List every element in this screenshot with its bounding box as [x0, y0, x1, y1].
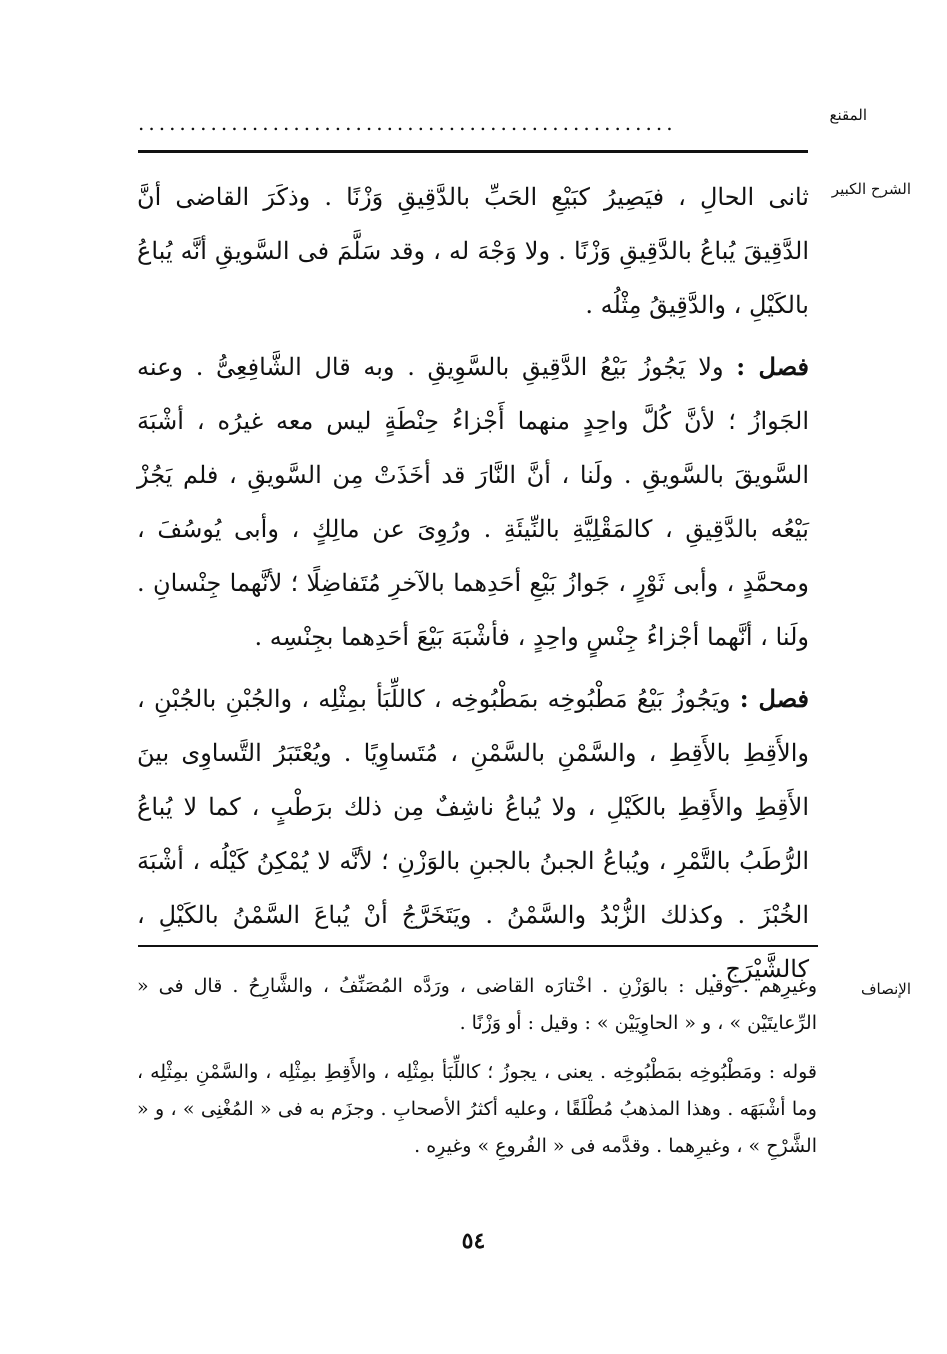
- paragraph-text: ولا يَجُوزُ بَيْعُ الدَّقِيقِ بالسَّوِيقِ . وبه قال الشَّافِعِىُّ . وعنه الجَوازُ ؛ لأنَّ كُلَّ واحِدٍ منهما أَجْزاءُ حِنْطَةٍ ليس معه غيرُه ، أشْبَهَ السَّويقَ بالسَّويقِ . ولَنا ، أنَّ النَّارَ قد أخَذَتْ مِن السَّويقِ ، فلم يَجُزْ بَيْعُه بالدَّقِيقِ ، كالمَقْلِيَّةِ بالنِّيئَةِ . ورُوِىَ عن مالِكٍ ، وأبى يُوسُفَ ، ومحمَّدٍ ، وأبى ثَوْرٍ ، جَوازُ بَيْعِ أحَدِهما بالآخرِ مُتَفاضِلًا ؛ لأنَّهما جِنْسانِ . ولَنا ، أنَّهما أجْزاءُ جِنْسٍ واحِدٍ ، فأشْبَهَ بَيْعَ أحَدِهما بجِنْسِه .: [137, 353, 809, 651]
- sharh-paragraph: [137, 170, 809, 332]
- paragraph-text: ثانى الحالِ ، فيَصِيرُ كبَيْعِ الحَبِّ بالدَّقِيقِ وَزْنًا . وذكَرَ القاضى أنَّ الدَّقِيقَ يُباعُ بالدَّقِيقِ وَزْنًا . ولا وَجْهَ له ، وقد سَلَّمَ فى السَّويقِ أنَّه يُباعُ بالكَيْلِ ، والدَّقِيقُ مِثْلُه .: [137, 183, 809, 319]
- fasl-heading: فصل :: [739, 684, 809, 713]
- header-dotted-leader: ....................................................: [138, 111, 677, 135]
- fasl-heading: فصل :: [736, 352, 809, 381]
- running-header-title: المقنع: [829, 106, 867, 124]
- paragraph-text: ويَجُوزُ بَيْعُ مَطْبُوخِه بمَطْبُوخِه ، كاللِّبَأ بمِثْلِه ، والجُبْنِ بالجُبْنِ ، والأَقِطِ بالأَقِطِ ، والسَّمْنِ بالسَّمْنِ ، مُتَساوِيًا . ويُعْتَبَرُ التَّساوِى بينَ الأَقِطِ والأَقِطِ بالكَيْلِ ، ولا يُباعُ ناشِفٌ مِن ذلك برَطْبٍ ، كما لا يُباعُ الرُّطَبُ بالتَّمْرِ ، ويُباعُ الجبنُ بالجبنِ بالوَزْنِ ؛ لأنَّه لا يُمْكِنُ كَيْلُه ، أشْبَهَ الخُبْزَ . وكذلك الزُّبْدُ والسَّمْنُ . ويَتَخَرَّجُ أنْ يُباعَ السَّمْنُ بالكَيْلِ ، كالشَّيْرَجِ .: [137, 685, 810, 983]
- section-divider: [138, 945, 818, 947]
- header-rule: [138, 150, 808, 153]
- insaf-paragraph: قوله : ومَطْبُوخِه بمَطْبُوخِه . يعنى ، يجوزُ ؛ كاللِّبَأ بمِثْلِه ، والأَقِطِ بمِثْلِه ، والسَّمْنِ بمِثْلِه ، وما أشْبَهَه . وهذا المذهبُ مُطْلَقًا ، وعليه أكثرُ الأصحابِ . وجزَم به فى « المُغْنِى » ، و « الشَّرْحِ » ، وغيرِهما . وقدَّمه فى « الفُروعِ » وغيرِه .: [137, 1061, 818, 1157]
- page-number: ٥٤: [461, 1228, 486, 1254]
- sharh-margin-label: الشرح الكبير: [831, 180, 911, 198]
- insaf-commentary: [137, 968, 817, 1177]
- sharh-paragraph: [137, 340, 809, 664]
- insaf-paragraph: وغيرِهم . وقيل : بالوَزْنِ . اخْتارَه القاضى ، ورَدَّه المُصَنِّفُ ، والشَّارِحُ . قال فى « الرِّعايتَيْن » ، و « الحاوِيَيْن » : وقيل : أو وَزْنًا .: [137, 975, 817, 1034]
- sharh-commentary: [137, 170, 809, 1004]
- insaf-margin-label: الإنصاف: [860, 980, 911, 998]
- sharh-paragraph: [137, 672, 809, 996]
